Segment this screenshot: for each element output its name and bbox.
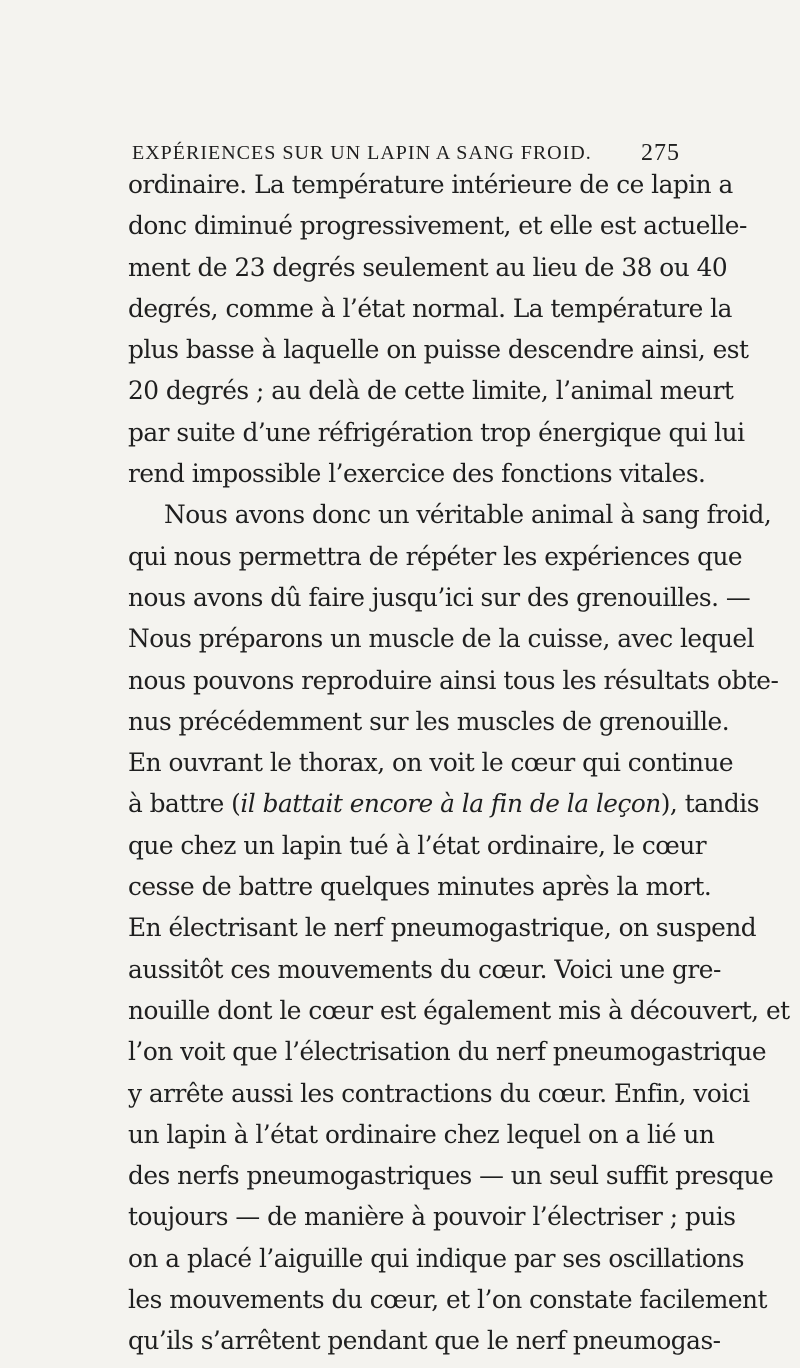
text-line: nous pouvons reproduire ainsi tous les résultats obte- [128, 665, 779, 695]
text-line: on a placé l’aiguille qui indique par ses oscillations [128, 1243, 744, 1273]
text-line: cesse de battre quelques minutes après la mort. [128, 872, 712, 902]
text-line: plus basse à laquelle on puisse descendre ainsi, est [128, 335, 749, 365]
italic-aside: il battait encore à la fin de la leçon [240, 789, 661, 819]
text-line-with-italic [128, 783, 759, 824]
text-line: aussitôt ces mouvements du cœur. Voici une gre- [128, 954, 721, 984]
text-segment: à battre ( [128, 789, 241, 819]
text-line: qui nous permettra de répéter les expériences que [128, 541, 743, 571]
text-line: rend impossible l’exercice des fonctions vitales. [128, 459, 706, 489]
text-line: ment de 23 degrés seulement au lieu de 38 ou 40 [128, 252, 728, 282]
text-line: En électrisant le nerf pneumogastrique, on suspend [128, 913, 757, 943]
text-line: des nerfs pneumogastriques — un seul suffit presque [128, 1161, 774, 1191]
text-line: un lapin à l’état ordinaire chez lequel on a lié un [128, 1119, 715, 1149]
text-line: Nous avons donc un véritable animal à sang froid, [164, 500, 772, 530]
text-line: toujours — de manière à pouvoir l’électriser ; puis [128, 1202, 736, 1232]
text-line: nouille dont le cœur est également mis à découvert, et [128, 995, 790, 1025]
text-line: nous avons dû faire jusqu’ici sur des grenouilles. — [128, 582, 751, 612]
text-line: que chez un lapin tué à l’état ordinaire, le cœur [128, 830, 707, 860]
text-line: 20 degrés ; au delà de cette limite, l’animal meurt [128, 376, 734, 406]
text-line: qu’ils s’arrêtent pendant que le nerf pneumogas- [128, 1326, 721, 1356]
running-head: EXPÉRIENCES SUR UN LAPIN A SANG FROID. [132, 141, 592, 164]
text-segment: ), tandis [660, 789, 759, 819]
text-body [128, 164, 790, 1362]
text-line: En ouvrant le thorax, on voit le cœur qui continue [128, 748, 734, 778]
text-line: par suite d’une réfrigération trop énergique qui lui [128, 417, 745, 447]
text-line: l’on voit que l’électrisation du nerf pneumogastrique [128, 1037, 766, 1067]
text-line: y arrête aussi les contractions du cœur. Enfin, voici [128, 1078, 750, 1108]
text-line: ordinaire. La température intérieure de ce lapin a [128, 170, 733, 199]
text-line: les mouvements du cœur, et l’on constate facilement [128, 1285, 767, 1315]
text-line: nus précédemment sur les muscles de grenouille. [128, 706, 730, 736]
text-line: Nous préparons un muscle de la cuisse, avec lequel [128, 624, 755, 654]
text-line: degrés, comme à l’état normal. La température la [128, 293, 732, 323]
text-line: donc diminué progressivement, et elle est actuelle- [128, 211, 747, 241]
page-number: 275 [641, 139, 680, 166]
